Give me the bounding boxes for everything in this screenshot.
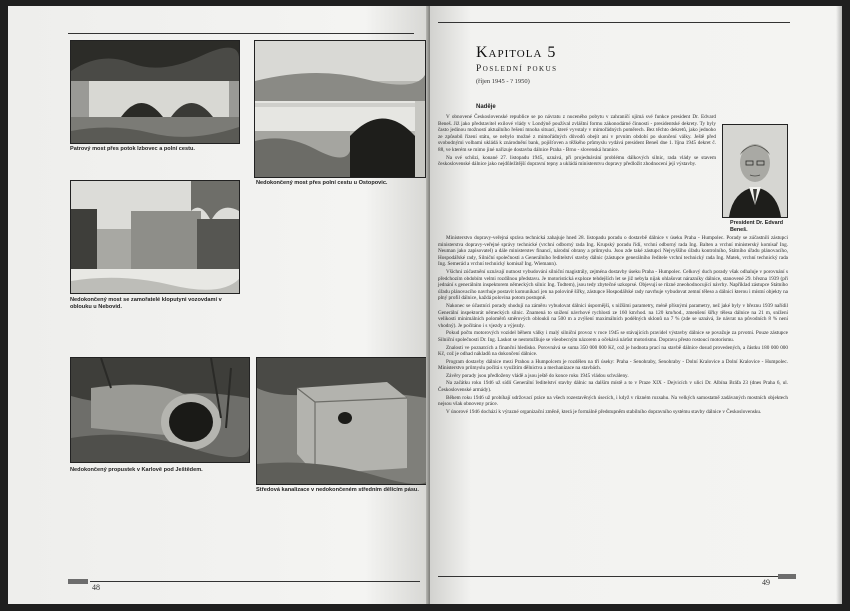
footer-rule (90, 581, 420, 582)
paragraph-10: Na začátku roku 1946 už sídlí Generální ředitelství stavby dálnic na dalším místě a to v Praze XIX - Dejvicích v ulici Dr. Albína Bráfa 23 (dnes Praha 6, ul. Československé armády). (438, 380, 788, 394)
body-text-column-top (438, 114, 716, 169)
page-number-right: 49 (762, 578, 770, 587)
chapter-dates: (říjen 1945 - ? 1950) (476, 78, 530, 85)
paragraph-11: Během roku 1946 už probíhají udržovací práce na všech rozestavěných úsecích, i když v různém rozsahu. Na velkých samostatně zadávaných mostních objektech nejsou však obnoveny práce. (438, 394, 788, 408)
paragraph-9: Závěry porady jsou předloženy vládě a jsou ještě do konce roku 1945 vládou schváleny. (446, 372, 629, 379)
paragraph-8: Program dostavby dálnice mezi Prahou a Humpolcem je rozdělen na tři úseky: Praha - Senohraby, Senohraby - Dolní Kralovice a Dolní Kralovice - Humpolec. Ministerstvo průmyslu počítá s využitím dělnictva a mechanizace na stavbách. (438, 358, 788, 372)
paragraph-1: V obnovené Československé republice se po návratu z nuceného pobytu v zahraničí ujímá své funkce president Dr. Edvard Beneš. Již jako představitel exilové vlády v Londýně používal zvláštní formu zákonodárné činnosti - presidentské dekrety. Ty byly často jedinou možností aktuálního řešení mnoha situací, které vyvstaly v mimořádných poměrech. Bez těchto dekretů, jako jednoho ze způsobů řízení státu, se nebylo možné z mimořádných důvodů obejít ani v prvním období po skončení války. Ještě před svobodnými volbami ukládá k znárodnění bank, pojišťoven a těžkého průmyslu vydává president Beneš dne 1. října 1945 dekret č. 88, ve kterém se mimo jiné nařizuje dostavba dálnice Praha - Brno - slovenská hranice. (438, 114, 716, 153)
right-page (430, 6, 842, 604)
photo-bridge-nebovidy (70, 180, 240, 294)
paragraph-4: Všichni zúčastnění uznávají nutnost vybudování silniční magistrály, zejména dostavby úseku Praha - Humpolec. Celkový duch porady však odhaluje v porovnání s předchozím obdobím velmi rozdílnou představu. Je motoristická exploze tehdejších let se již nebyla nijak ohlašovat nárazníky dálnice, stanovené 29. března 1939 (při jednání s generálním inspektorem německých silnic Ing. Todtem), jsou tedy zbytečné uzkoprsé. Objevují se různé zneohodnocující návrhy. Například zástupce Státního úřadu plánovacího navrhuje postavit komunikaci jen na polovině šířky, zástupce Hospodářské rady navrhuje vybudovat zemní těleso a dálnici kterou i místní objekty na plný profil dálnice, každá polovina potom postupně. (438, 268, 788, 302)
portrait-caption-line1: President Dr. Edvard (730, 220, 784, 226)
caption-1: Patrový most přes potok Izbovec a polní cestu. (70, 146, 195, 152)
book-spread (8, 6, 842, 604)
chapter-title: Poslední pokus (476, 64, 558, 74)
paragraph-12: V únorové 1946 dochází k výrazné organizační změně, která je formálně předstupněm stabilního dopravního systému stavby dálnice v Československu. (446, 408, 762, 415)
caption-3: Nedokončený most se zamořatelé kloputyni vozovdamí v oblouku u Nebovid. (70, 297, 222, 310)
portrait-caption-line2: Beneš. (730, 227, 748, 233)
photo-bridge-ostopovice (254, 40, 426, 178)
caption-5: Středová kanalizace v nedokončeném středním dělícím pásu. (256, 487, 419, 493)
page-edge-shadow (836, 6, 842, 604)
footer-bar (68, 579, 88, 584)
caption-4: Nedokončený propustek v Karlově pod Ještědem. (70, 467, 203, 473)
paragraph-2: Na své schůzi, konané 27. listopadu 1945, uznává, při projednávání problému dálkových silnic, rada vlády se stavem československé dálnice jako nejdůležitější dopravní tepny a ukládá ministerstvu dopravy předložit zhodnocení její výstavby. (438, 154, 716, 168)
photo-culvert (70, 357, 250, 463)
paragraph-3: Ministerstvo dopravy-veřejná správa technická zahajuje hned 28. listopadu poradu o dostavbě dálnice v úseku Praha - Humpolec. Porady se zúčastnili zástupci ministerstva dopravy-veřejné správy technické (vrchní odborný rada Ing. Krupský poradu řídí, vrchní odborný rada Ing. Balten a vrchní ministerský komisař Ing. Neuman jako zapisovatel) a dále ministerstev financí, národní obrany a průmyslu. Jsou zde také zástupci Nejvyššího úřadu kontrolního, Státního úřadu plánovacího, Hospodářské rady, Silniční společnosti a Generálního ředitelství stavby dálnic (zástupce generálního ředitele vrchní technický rada Ing. Matek, vrchní technický rada Ing. Semerád a vrchní technický komisař Ing. Wiemann). (438, 235, 788, 268)
portrait-benes (722, 124, 788, 218)
footer-rule-right (438, 576, 778, 577)
section-heading: Naděje (476, 104, 496, 110)
caption-2: Nedokončený most přes polní cestu u Ostopovic. (256, 180, 388, 186)
top-rule-right (438, 22, 790, 23)
photo-drainage (256, 357, 428, 485)
paragraph-7: Znalosti ve poznatcích a finanční hledisko. Porovnává se suma 350 000 000 Kč, což je hodnota prací na stavbě dálnice dosud provedených, a částku 180 000 000 Kč, což je odhad nákladů na dokončení dálnice. (438, 344, 788, 358)
top-rule (68, 33, 414, 34)
footer-bar-right (778, 574, 796, 579)
portrait-caption (730, 220, 783, 234)
page-number-left: 48 (92, 583, 100, 592)
chapter-heading: Kapitola 5 (476, 44, 557, 61)
left-page (8, 6, 428, 604)
paragraph-5: Nakonec se účastníci porady shodují na záměru vybudovat dálnici úspornější, s nižšími parametry, méně přísnými parametry, než jaké byly v březnu 1939 nařídil Generální inspektorát německých silnic. Znamená to snížení návrhové rychlosti ze 160 km/hod. na 120 km/hod., zmenšení šířky tělesa dálnice na 21 m, snížení velikosti minimálních poloměrů směrových oblouků na 500 m a zvýšení maximálních podélných sklonů na 7 % (zde se uznává, že návrat na původních 8 % není vhodný). Je počítáno i s vjezdy a výjezdy. (438, 302, 788, 329)
photo-arched-bridge (70, 40, 240, 144)
paragraph-6: Pokud počtu motorových vozidel během války i malý silniční provoz v roce 1945 se stávajících pravidel výstavby dálnice se považuje za prvotní. Pouze zástupce Silniční společnosti Dr. Ing. Laskot se nestotožňuje se všeobecným názorem a očekává nárůst motorismu. Dopravu přesto rostoucí motorismu. (438, 330, 788, 343)
body-text-column-main (438, 235, 788, 416)
